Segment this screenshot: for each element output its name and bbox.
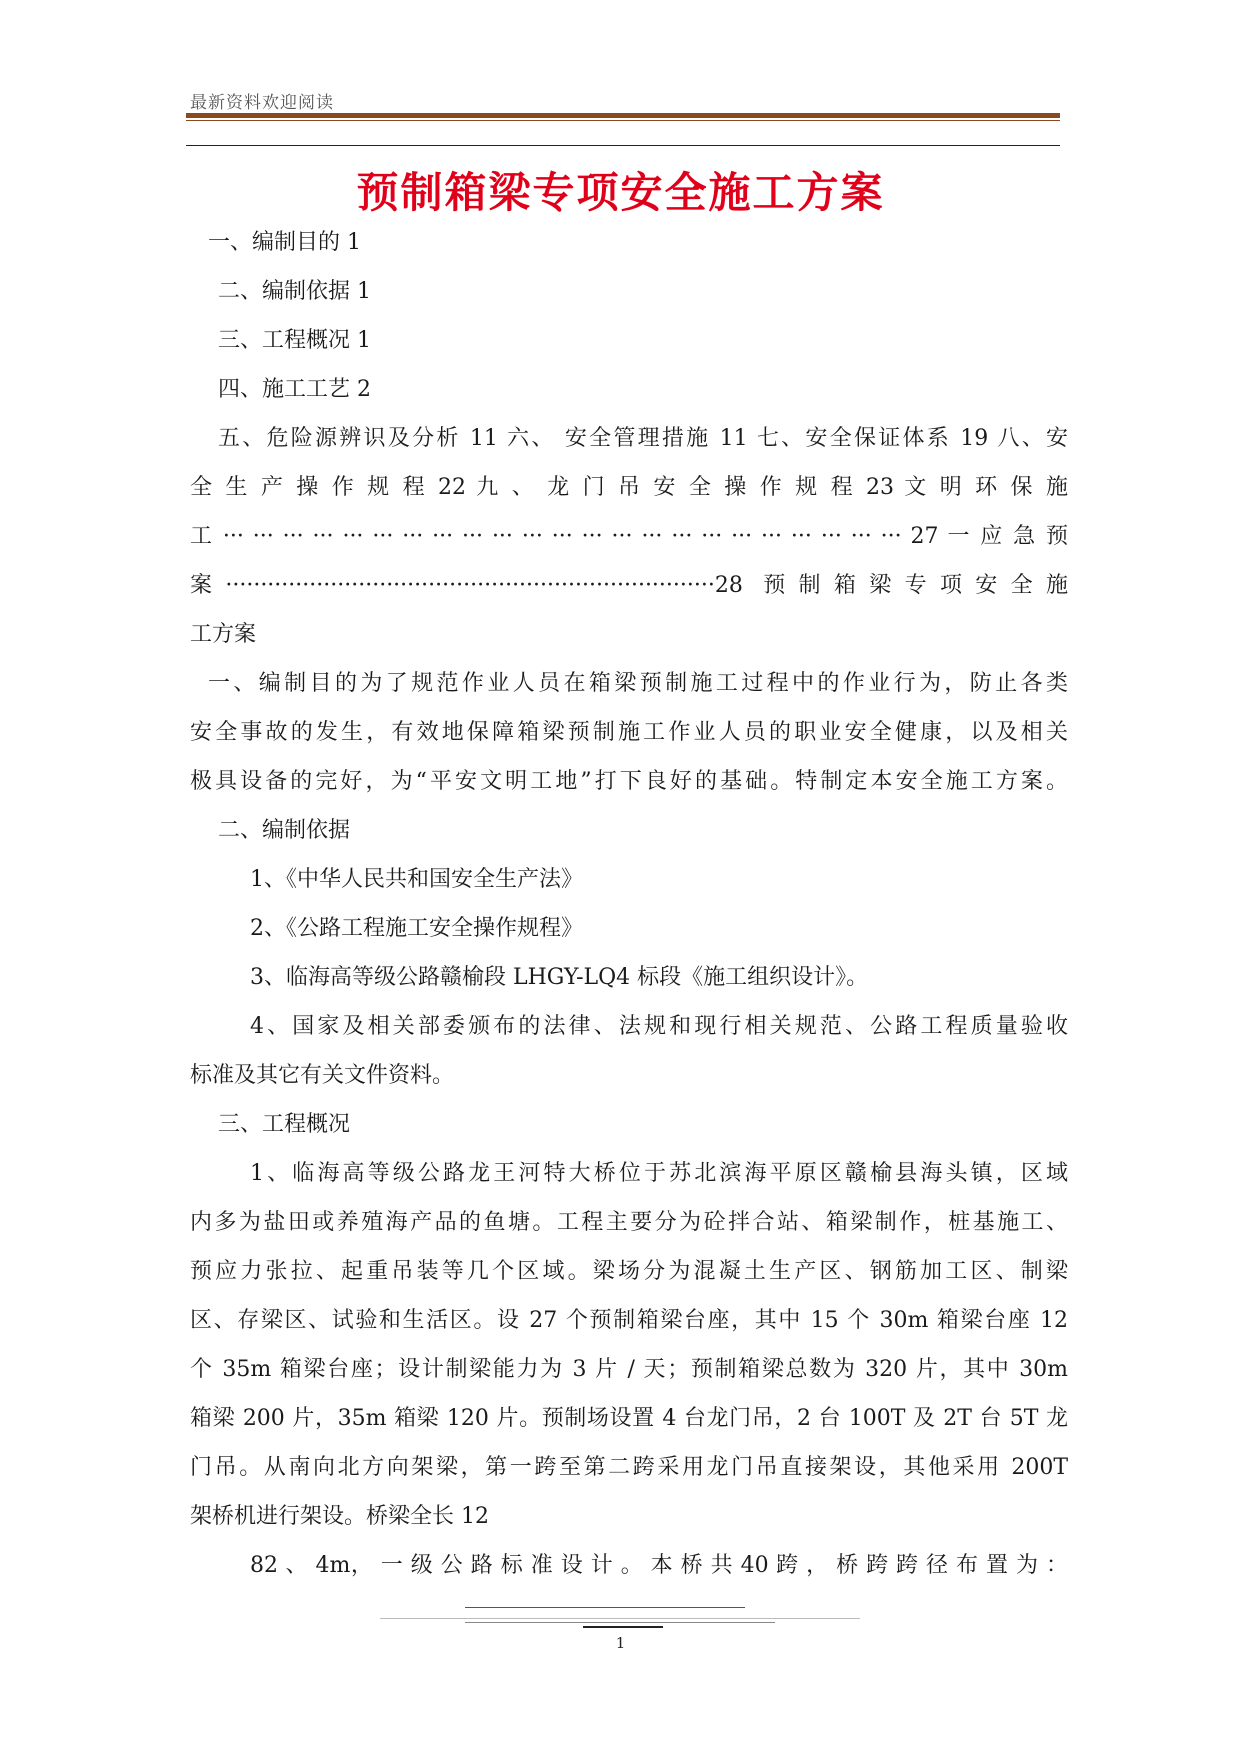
toc-item: 五、危险源辨识及分析 11 六、 安全管理措施 11 七、安全保证体系 19 八、安 <box>218 426 1068 451</box>
paragraph-line: 区、存梁区、试验和生活区。设 27 个预制箱梁台座，其中 15 个 30m 箱梁台座 12 <box>190 1308 1068 1333</box>
toc-item: 工方案 <box>190 622 257 647</box>
footer-rule <box>465 1607 745 1608</box>
toc-item: 全 生 产 操 作 规 程 22 九 、 龙 门 吊 安 全 操 作 规 程 23 文 明 环 保 施 <box>190 475 1068 500</box>
toc-item: 二、编制依据 1 <box>218 279 371 304</box>
toc-item: 一、编制目的 1 <box>208 230 361 255</box>
paragraph-line: 架桥机进行架设。桥梁全长 12 <box>190 1504 489 1529</box>
toc-item: 案······································································28 预制箱梁专项安全施 <box>190 573 1068 598</box>
paragraph-line: 门吊。从南向北方向架梁，第一跨至第二跨采用龙门吊直接架设，其他采用 200T <box>190 1455 1068 1480</box>
paragraph-line: 预应力张拉、起重吊装等几个区域。梁场分为混凝土生产区、钢筋加工区、制梁 <box>190 1259 1068 1284</box>
page-number: 1 <box>615 1634 626 1652</box>
section-heading: 三、工程概况 <box>218 1112 351 1137</box>
paragraph-line: 标准及其它有关文件资料。 <box>190 1063 455 1088</box>
footer-rule <box>465 1622 775 1623</box>
paragraph-line: 内多为盐田或养殖海产品的鱼塘。工程主要分为砼拌合站、箱梁制作，桩基施工、 <box>190 1210 1068 1235</box>
toc-item: 三、工程概况 1 <box>218 328 371 353</box>
section-heading: 二、编制依据 <box>218 818 351 843</box>
toc-item: 工 ··· ··· ··· ··· ··· ··· ··· ··· ··· ··· ··· ··· ··· ··· ··· ··· ··· ··· ··· ··· ··· ··· ··· 27 一 应 急 预 <box>190 524 1068 549</box>
page-header-text: 最新资料欢迎阅读 <box>190 93 334 113</box>
list-item: 3、临海高等级公路赣榆段 LHGY-LQ4 标段《施工组织设计》。 <box>250 965 869 990</box>
list-item: 2、《公路工程施工安全操作规程》 <box>250 916 583 941</box>
footer-rule <box>583 1626 663 1628</box>
header-rule-bottom <box>186 145 1060 146</box>
paragraph-line: 安全事故的发生，有效地保障箱梁预制施工作业人员的职业安全健康，以及相关 <box>190 720 1068 745</box>
paragraph-line: 82 、 4m， 一 级 公 路 标 准 设 计 。 本 桥 共 40 跨 ， 桥 跨 跨 径 布 置 为 ： <box>250 1553 1068 1578</box>
header-rule-thick <box>186 113 1060 118</box>
list-item: 4、国家及相关部委颁布的法律、法规和现行相关规范、公路工程质量验收 <box>250 1014 1068 1039</box>
paragraph-line: 1、临海高等级公路龙王河特大桥位于苏北滨海平原区赣榆县海头镇，区域 <box>250 1161 1068 1186</box>
paragraph-line: 箱梁 200 片，35m 箱梁 120 片。预制场设置 4 台龙门吊，2 台 100T 及 2T 台 5T 龙 <box>190 1406 1068 1431</box>
header-rule-thin <box>186 120 1060 121</box>
paragraph-line: 个 35m 箱梁台座；设计制梁能力为 3 片 / 天；预制箱梁总数为 320 片，其中 30m <box>190 1357 1068 1382</box>
paragraph-line: 一、编制目的为了规范作业人员在箱梁预制施工过程中的作业行为，防止各类 <box>208 671 1068 696</box>
footer-rule <box>380 1618 860 1619</box>
toc-item: 四、施工工艺 2 <box>218 377 371 402</box>
paragraph-line: 极具设备的完好，为“平安文明工地”打下良好的基础。特制定本安全施工方案。 <box>190 769 1068 794</box>
document-body <box>190 218 1068 1590</box>
list-item: 1、《中华人民共和国安全生产法》 <box>250 867 583 892</box>
document-title: 预制箱梁专项安全施工方案 <box>356 168 885 217</box>
